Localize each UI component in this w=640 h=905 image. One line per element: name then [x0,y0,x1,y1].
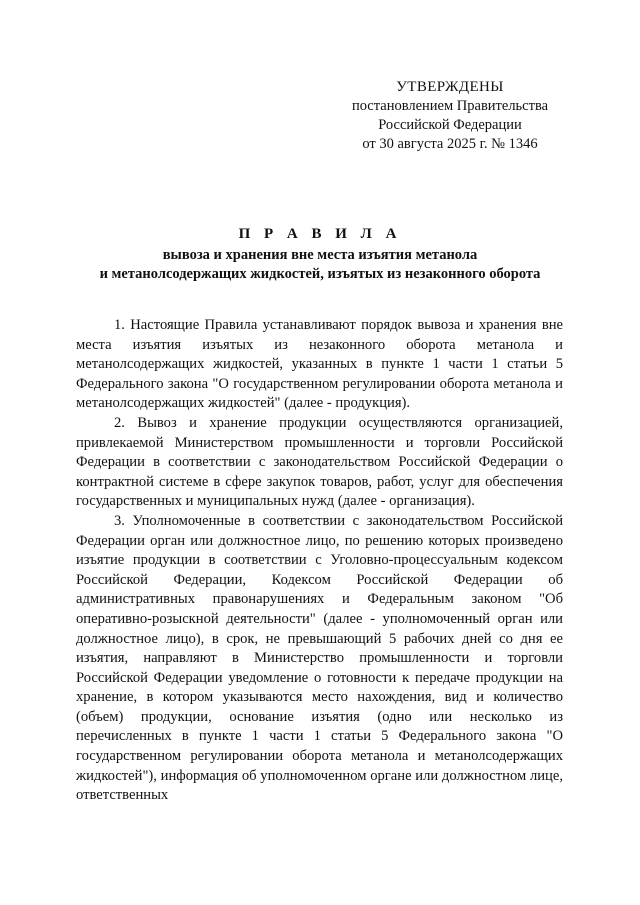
approval-line-2: Российской Федерации [378,117,522,133]
paragraph-3: 3. Уполномоченные в соответствии с законодательством Российской Федерации орган или должностное лицо, по решению которых произведено изъятие продукции в соответствии с Уголовно-процессуальным кодексом Российской Федерации, Кодексом Российской Федерации об административных правонарушениях и Федеральным законом "Об оперативно-розыскной деятельности" (далее - уполномоченный орган или должностное лицо), в срок, не превышающий 5 рабочих дней со дня ее изъятия, направляют в Министерство промышленности и торговли Российской Федерации уведомление о готовности к передаче продукции на хранение, в котором указываются место нахождения, вид и количество (объем) продукции, основание изъятия (одно или несколько из перечисленных в пункте 1 части 1 статьи 5 Федерального закона "О государственном регулировании оборота метанола и метанолсодержащих жидкостей"), информация об уполномоченном органе или должностном лице, ответственных [76,512,563,804]
approval-line-1: постановлением Правительства [351,98,549,114]
subtitle-line-2: и метанолсодержащих жидкостей, изъятых из незаконного оборота [99,266,541,282]
paragraph-1: 1. Настоящие Правила устанавливают порядок вывоза и хранения вне места изъятия изъятых из незаконного оборота метанола и метанолсодержащих жидкостей, указанных в пункте 1 части 1 статьи 5 Федерального закона "О государственном регулировании оборота метанола и метанолсодержащих жидкостей" (далее - продукция). [76,317,563,412]
approval-heading: УТВЕРЖДЕНЫ [396,79,504,95]
paragraph-2: 2. Вывоз и хранение продукции осуществляются организацией, привлекаемой Министерством промышленности и торговли Российской Федерации в соответствии с законодательством Российской Федерации о контрактной системе в сфере закупок товаров, работ, услуг для обеспечения государственных и муниципальных нужд (далее - организация). [76,414,563,510]
approval-line-3: от 30 августа 2025 г. № 1346 [362,136,538,152]
document-title: П Р А В И Л А [238,226,402,242]
subtitle-line-1: вывоза и хранения вне места изъятия метанола [162,247,478,263]
document-body [76,316,563,806]
document-subtitle [60,246,580,284]
approval-block [300,78,600,154]
